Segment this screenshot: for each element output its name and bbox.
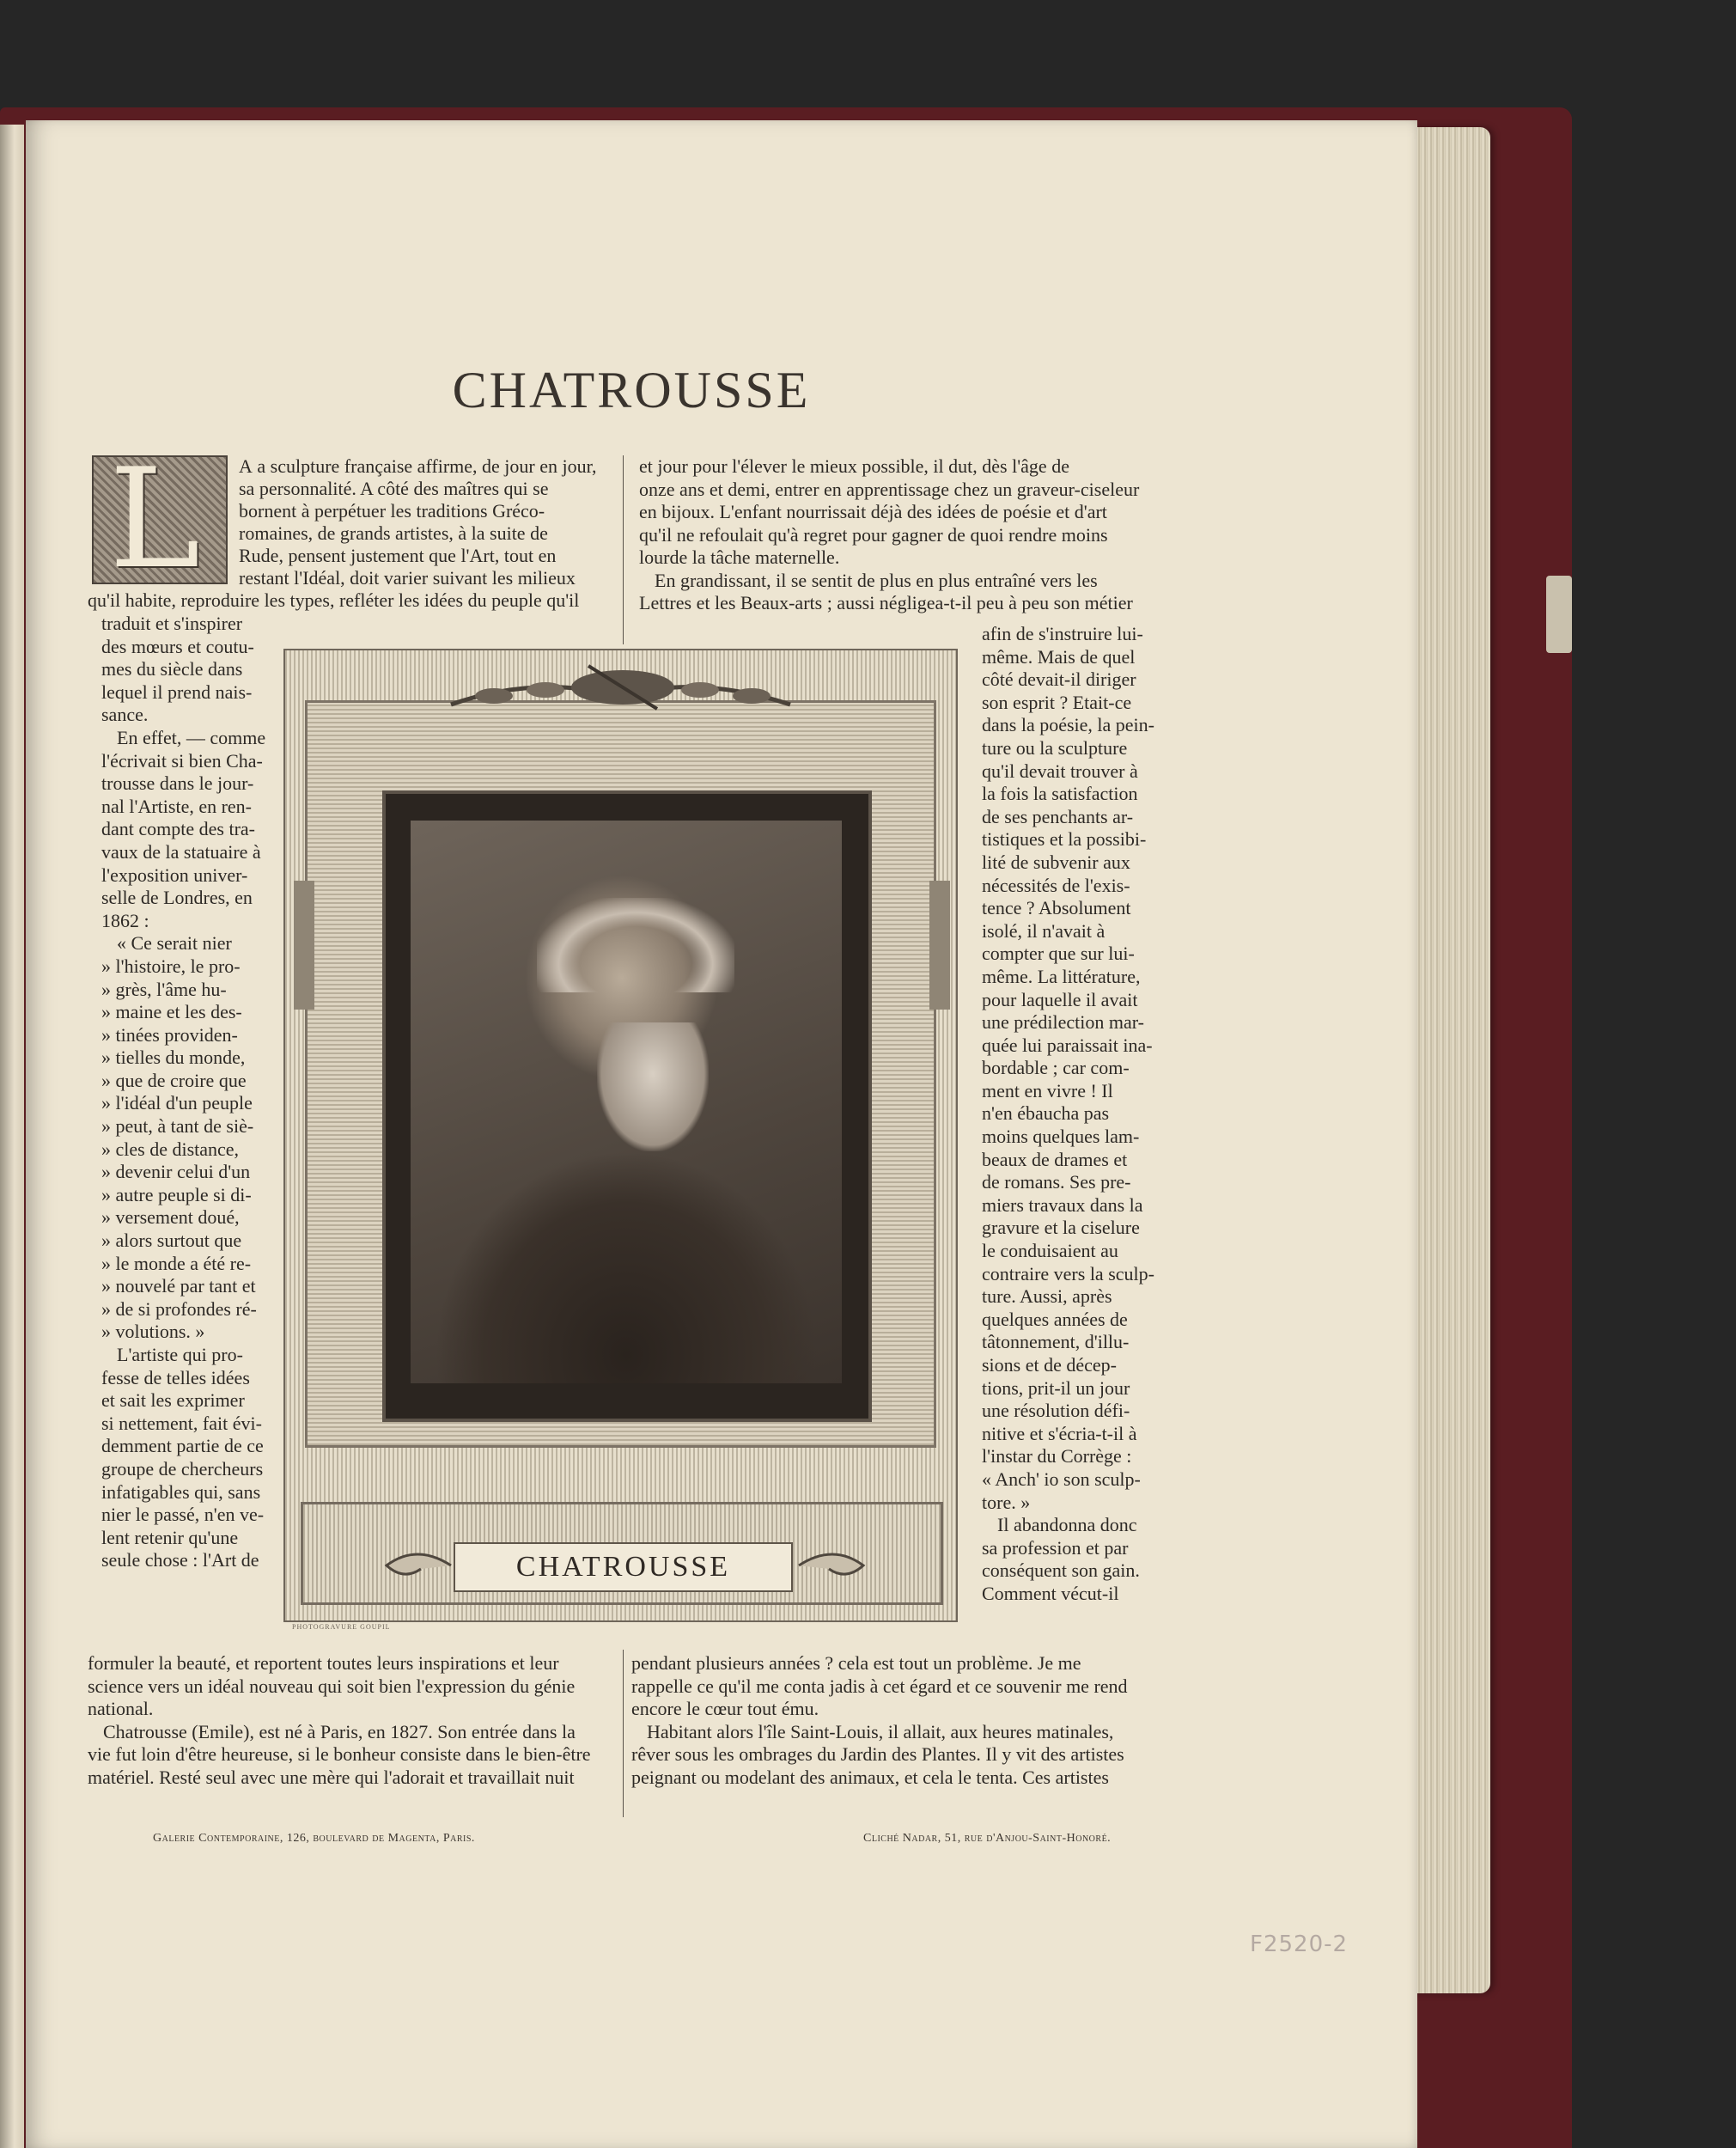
column-rule	[623, 1650, 624, 1817]
text-line: des mœurs et coutu-	[101, 635, 254, 657]
initial-letter: L	[109, 438, 201, 599]
text-line: » grès, l'âme hu-	[101, 978, 227, 1000]
text-line: selle de Londres, en	[101, 887, 253, 909]
text-line: » alors surtout que	[101, 1230, 242, 1252]
text-line: beaux de drames et	[982, 1148, 1128, 1170]
text-line: L'artiste qui pro-	[117, 1344, 243, 1365]
text-line: » autre peuple si di-	[101, 1183, 252, 1205]
text-line: miers travaux dans la	[982, 1193, 1143, 1216]
text-line: en bijoux. L'enfant nourrissait déjà des idées de poésie et d'art	[639, 501, 1107, 522]
text-line: son esprit ? Etait-ce	[982, 691, 1132, 713]
text-line: l'écrivait si bien Cha-	[101, 749, 263, 772]
text-line: infatigables qui, sans	[101, 1480, 261, 1503]
text-line: de ses penchants ar-	[982, 805, 1134, 827]
text-line: dant compte des tra-	[101, 818, 255, 840]
text-line: rappelle ce qu'il me conta jadis à cet égard et ce souvenir me rend	[631, 1675, 1128, 1697]
right-column-top	[639, 455, 1165, 615]
text-line: conséquent son gain.	[982, 1559, 1140, 1582]
text-line: » devenir celui d'un	[101, 1161, 251, 1183]
engraver-credit: PHOTOGRAVURE GOUPIL	[292, 1623, 391, 1631]
text-line: onze ans et demi, entrer en apprentissage chez un graveur-ciseleur	[639, 478, 1140, 500]
text-line: trousse dans le jour-	[101, 772, 254, 795]
text-line: une résolution défi-	[982, 1400, 1130, 1422]
text-line: lourde la tâche maternelle.	[639, 546, 840, 568]
text-line: » que de croire que	[101, 1069, 247, 1091]
text-line: tistiques et la possibi-	[982, 828, 1147, 851]
text-line: groupe de chercheurs	[101, 1457, 264, 1480]
text-line: tence ? Absolument	[982, 897, 1131, 919]
portrait-hair	[537, 898, 734, 992]
text-line: » peut, à tant de siè-	[101, 1115, 254, 1138]
text-line: lent retenir qu'une	[101, 1526, 239, 1548]
text-line: afin de s'instruire lui-	[982, 623, 1143, 644]
text-line: moins quelques lam-	[982, 1126, 1140, 1148]
intro-line: restant l'Idéal, doit varier suivant les milieux	[239, 567, 576, 589]
text-line: Il abandonna donc	[997, 1514, 1137, 1536]
text-line: sa profession et par	[982, 1536, 1129, 1559]
text-line: national.	[88, 1698, 154, 1719]
text-line: Comment vécut-il	[982, 1582, 1119, 1604]
intro-line: bornent à perpétuer les traditions Gréco-	[239, 500, 545, 522]
intro-line: a sculpture française affirme, de jour en jour,	[257, 455, 597, 477]
text-line: Chatrousse (Emile), est né à Paris, en 1827. Son entrée dans la	[103, 1720, 576, 1742]
text-line: En effet, — comme	[117, 726, 266, 748]
text-line: et jour pour l'élever le mieux possible, il dut, dès l'âge de	[639, 455, 1069, 477]
inventory-mark: F2520-2	[1250, 1931, 1349, 1957]
text-line: traduit et s'inspirer	[101, 613, 243, 634]
text-line: bordable ; car com-	[982, 1057, 1130, 1079]
laurel-palette-ornament	[442, 657, 799, 726]
text-line: peignant ou modelant des animaux, et cela le tenta. Ces artistes	[631, 1766, 1109, 1788]
text-line: ment en vivre ! Il	[982, 1079, 1113, 1101]
left-page-edge	[0, 125, 24, 2148]
hanging-drape-right	[929, 881, 950, 1010]
text-line: formuler la beauté, et reportent toutes leurs inspirations et leur	[88, 1652, 559, 1674]
text-line: « Anch' io son sculp-	[982, 1468, 1141, 1490]
text-line: lequel il prend nais-	[101, 680, 253, 703]
right-narrow-column	[982, 623, 1164, 1606]
text-line: nécessités de l'exis-	[982, 874, 1130, 896]
text-line: qu'il ne refoulait qu'à regret pour gagner de quoi rendre moins	[639, 523, 1108, 546]
text-line: compter que sur lui-	[982, 943, 1135, 965]
text-line: Lettres et les Beaux-arts ; aussi négligea-t-il peu à peu son métier	[639, 592, 1133, 613]
text-line: 1862 :	[101, 909, 149, 931]
illuminated-initial	[92, 438, 228, 599]
hanging-drape-left	[294, 881, 314, 1010]
text-line: » l'idéal d'un peuple	[101, 1092, 253, 1114]
text-line: seule chose : l'Art de	[101, 1549, 259, 1571]
left-narrow-column	[101, 613, 273, 1572]
text-line: fesse de telles idées	[101, 1366, 250, 1388]
text-line: » maine et les des-	[101, 1001, 242, 1023]
text-line: mes du siècle dans	[101, 658, 243, 680]
intro-line: Rude, pensent justement que l'Art, tout en	[239, 545, 557, 566]
text-line: l'instar du Corrège :	[982, 1445, 1132, 1468]
text-line: ture. Aussi, après	[982, 1285, 1112, 1308]
text-line: En grandissant, il se sentit de plus en plus entraîné vers les	[655, 569, 1098, 591]
intro-paragraph	[239, 455, 615, 589]
text-line: tâtonnement, d'illu-	[982, 1331, 1130, 1353]
text-line: quée lui paraissait ina-	[982, 1034, 1153, 1056]
text-line: côté devait-il diriger	[982, 668, 1136, 691]
text-line: une prédilection mar-	[982, 1011, 1144, 1034]
text-line: et sait les exprimer	[101, 1389, 245, 1412]
text-line: contraire vers la sculp-	[982, 1262, 1154, 1285]
text-line: » de si profondes ré-	[101, 1297, 257, 1320]
text-line: Habitant alors l'île Saint-Louis, il allait, aux heures matinales,	[647, 1720, 1114, 1742]
text-line: dans la poésie, la pein-	[982, 714, 1154, 736]
text-line: de romans. Ses pre-	[982, 1171, 1131, 1193]
text-line: qu'il devait trouver à	[982, 760, 1138, 782]
text-line: » cles de distance,	[101, 1138, 240, 1160]
text-line: tions, prit-il un jour	[982, 1376, 1130, 1399]
intro-small-cap: A	[239, 455, 253, 477]
text-line: » tinées providen-	[101, 1023, 238, 1046]
text-line: nitive et s'écria-t-il à	[982, 1422, 1137, 1444]
text-line: » versement doué,	[101, 1206, 240, 1229]
text-line: nal l'Artiste, en ren-	[101, 795, 253, 817]
text-line: vaux de la statuaire à	[101, 840, 261, 863]
text-line: n'en ébaucha pas	[982, 1102, 1110, 1125]
text-line: pendant plusieurs années ? cela est tout un problème. Je me	[631, 1652, 1081, 1674]
text-line: isolé, il n'avait à	[982, 919, 1106, 942]
text-line: » nouvelé par tant et	[101, 1275, 256, 1297]
text-line: » volutions. »	[101, 1321, 205, 1343]
left-column-bottom	[88, 1652, 615, 1789]
text-line: l'exposition univer-	[101, 863, 248, 886]
intro-line: sa personnalité. A côté des maîtres qui se	[239, 478, 549, 499]
intro-line: romaines, de grands artistes, à la suite de	[239, 522, 548, 544]
text-line: si nettement, fait évi-	[101, 1412, 262, 1434]
right-column-bottom	[631, 1652, 1164, 1789]
column-rule	[623, 455, 624, 644]
text-line: « Ce serait nier	[117, 932, 232, 955]
text-line: ture ou la sculpture	[982, 736, 1128, 759]
text-line: vie fut loin d'être heureuse, si le bonheur consiste dans le bien-être	[88, 1743, 591, 1765]
scroll-ornament-right	[795, 1547, 872, 1584]
text-line: la fois la satisfaction	[982, 783, 1138, 805]
photographer-footer: Cliché Nadar, 51, rue d'Anjou-Saint-Honoré.	[863, 1832, 1112, 1845]
text-line: sance.	[101, 704, 149, 726]
intro-full-line: qu'il habite, reproduire les types, refléter les idées du peuple qu'il	[88, 589, 580, 611]
text-line: même. Mais de quel	[982, 645, 1136, 668]
text-line: encore le cœur tout ému.	[631, 1698, 819, 1719]
text-line: » tielles du monde,	[101, 1047, 246, 1069]
text-line: gravure et la ciselure	[982, 1217, 1140, 1239]
text-line: tore. »	[982, 1491, 1031, 1513]
text-line: sions et de décep-	[982, 1354, 1117, 1376]
text-line: demment partie de ce	[101, 1435, 264, 1457]
text-line: le conduisaient au	[982, 1240, 1118, 1262]
text-line: science vers un idéal nouveau qui soit bien l'expression du génie	[88, 1675, 576, 1697]
text-line: » l'histoire, le pro-	[101, 955, 241, 977]
text-line: » le monde a été re-	[101, 1252, 252, 1274]
page-title: CHATROUSSE	[452, 362, 811, 418]
scroll-ornament-left	[378, 1547, 455, 1584]
portrait-beard	[597, 1022, 709, 1151]
text-line: matériel. Resté seul avec une mère qui l'adorait et travaillait nuit	[88, 1766, 575, 1788]
publisher-footer: Galerie Contemporaine, 126, boulevard de Magenta, Paris.	[153, 1832, 475, 1845]
text-line: nier le passé, n'en ve-	[101, 1504, 265, 1526]
text-line: quelques années de	[982, 1308, 1128, 1330]
text-line: pour laquelle il avait	[982, 988, 1138, 1010]
portrait-caption: CHATROUSSE	[454, 1542, 793, 1592]
text-line: même. La littérature,	[982, 965, 1141, 987]
text-line: lité de subvenir aux	[982, 851, 1130, 873]
text-line: rêver sous les ombrages du Jardin des Plantes. Il y vit des artistes	[631, 1743, 1124, 1765]
bookmark-tab	[1546, 576, 1572, 653]
